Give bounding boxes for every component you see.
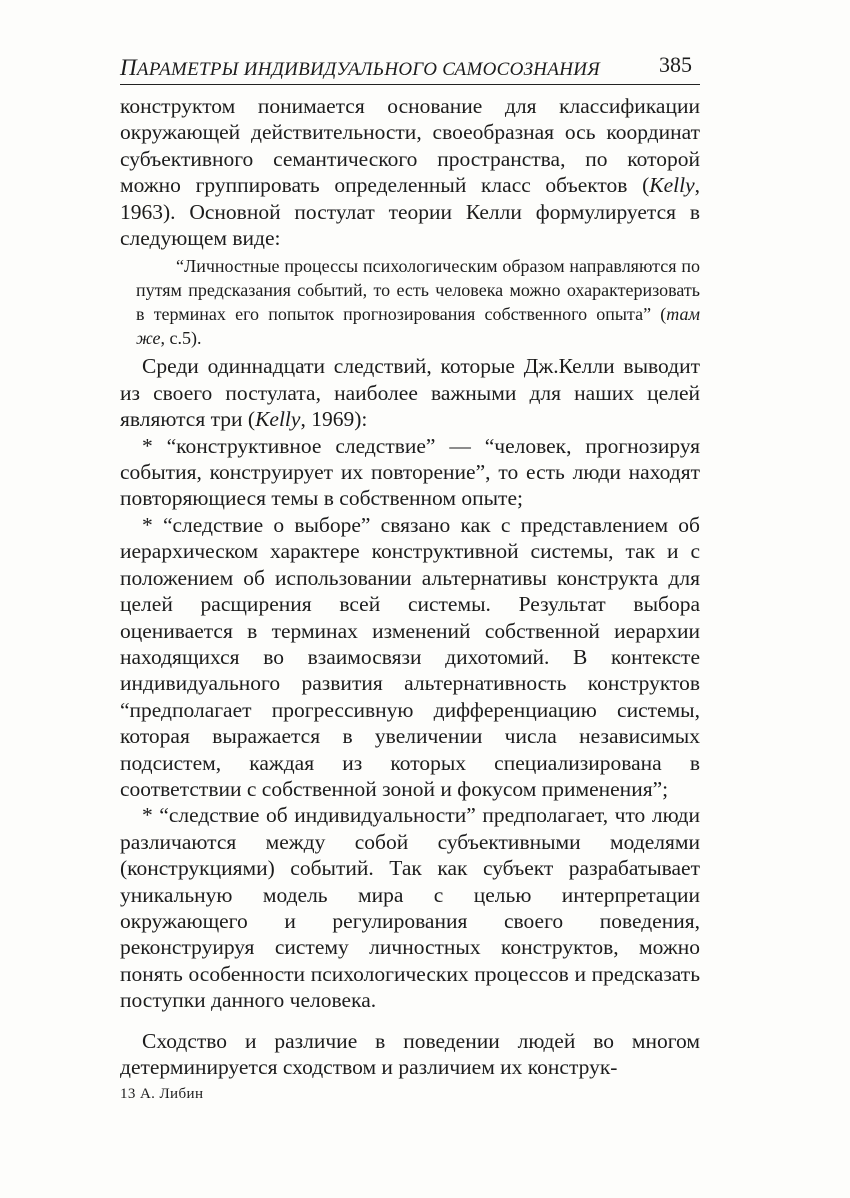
book-page [120,40,700,1103]
paragraph-2 [120,353,700,432]
paragraph-1-text-a: конструктом понимается основание для классификации окружающей действительности, своеобразная ось координат субъективного семантического пространства, по которой можно группировать определенный класс объектов ( [120,94,700,198]
paragraph-2-text-a: Среди одиннадцати следствий, которые Дж.Келли выводит из своего постулата, наиболее важными для наших целей являются три ( [120,354,700,432]
paragraph-constructive-corollary: * “конструктивное следствие” — “человек, прогнозируя события, конструирует их повторение”, то есть люди находят повторяющиеся темы в собственном опыте; [120,433,700,511]
running-title [120,55,600,81]
paragraph-1 [120,93,700,251]
signature-mark: 13 А. Либин [120,1086,204,1103]
paragraph-6: Сходство и различие в поведении людей во многом детерминируется сходством и различием их конструк- [120,1028,700,1079]
running-title-text: АРАМЕТРЫ ИНДИВИДУАЛЬНОГО САМОСОЗНАНИЯ [136,59,601,80]
page-number: 385 [659,52,692,77]
paragraph-2-citation: Kelly [255,407,301,432]
paragraph-choice-corollary: * “следствие о выборе” связано как с представлением об иерархическом характере конструктивной системы, так и с положением об использовании альтернативы конструкта для целей расщирения всей системы. Результат выбора оценивается в терминах изменений собственной иерархии находящихся во взаимосвязи дихотомий. В контексте индивидуального развития альтернативность конструктов “предполагает прогрессивную дифференциацию системы, которая выражается в увеличении числа независимых подсистем, каждая из которых специализирована в соответствии с собственной зоной и фокусом применения”; [120,512,700,801]
body-text [120,93,700,1080]
block-quote-text-b: , с.5). [160,328,202,349]
block-quote-text-a: “Личностные процессы психологическим образом направляются по путям предсказания событий, то есть человека можно охарактеризовать в терминах его попыток прогнозирования собственного опыта” ( [136,256,700,325]
paragraph-1-citation: Kelly [649,173,695,198]
block-quote-reference: там же [136,304,700,349]
paragraph-2-text-b: , 1969): [300,407,368,432]
running-head [120,40,700,85]
running-title-initial: П [120,55,137,80]
paragraph-individuality-corollary: * “следствие об индивидуальности” предполагает, что люди различаются между собой субъективными моделями (конструкциями) событий. Так как субъект разрабатывает уникальную модель мира с целью интерпретации окружающего и регулирования своего поведения, реконструируя систему личностных конструктов, можно понять особенности психологических процессов и предсказать поступки данного человека. [120,803,700,1013]
block-quote [120,254,700,350]
paragraph-1-text-b: , 1963). Основной постулат теории Келли формулируется в следующем виде: [120,173,700,251]
